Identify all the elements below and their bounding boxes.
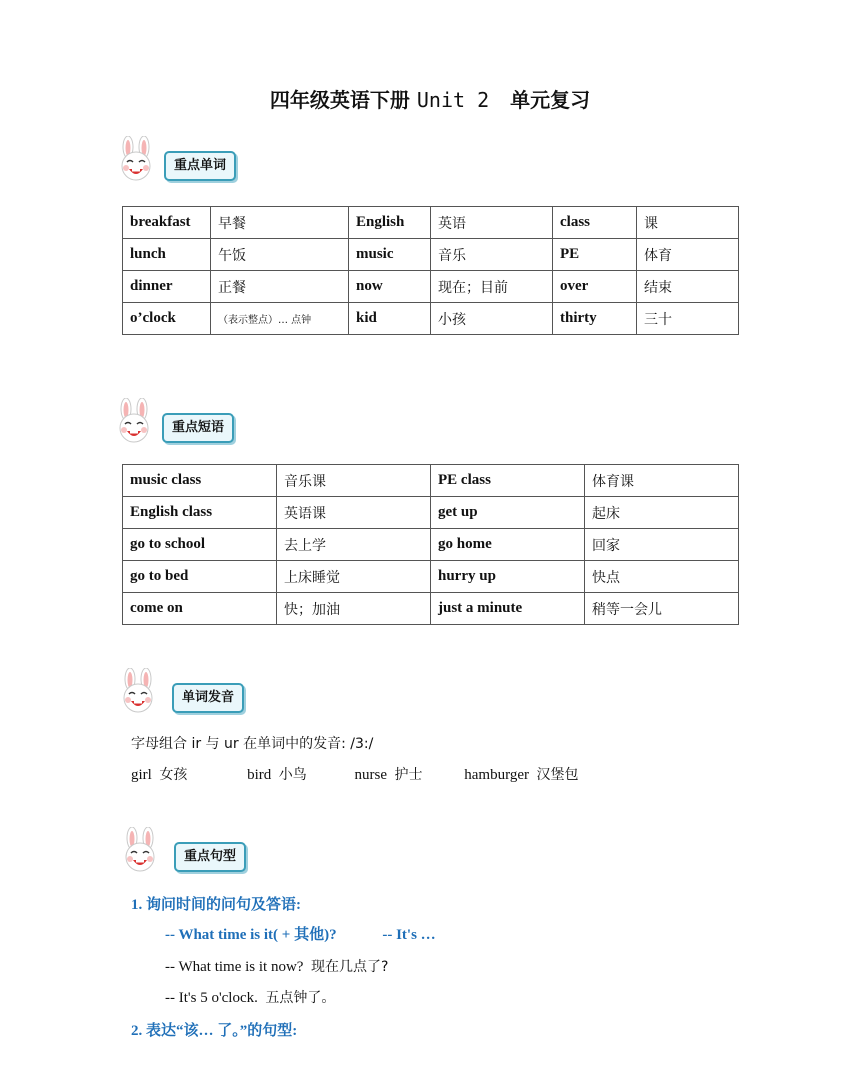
english-term-cell: breakfast <box>123 207 211 239</box>
section-header-sentences <box>118 827 318 877</box>
chinese-meaning-cell: 现在；目前 <box>431 271 553 303</box>
phrases-table-body <box>123 465 739 625</box>
chinese-meaning-cell: 快点 <box>585 561 739 593</box>
chinese-meaning-cell: 去上学 <box>277 529 431 561</box>
example-item <box>355 767 423 783</box>
english-term-cell: kid <box>349 303 431 335</box>
example-answer-cn: 五点钟了。 <box>265 990 336 1006</box>
example-word: bird <box>247 767 272 783</box>
table-row <box>123 529 739 561</box>
example-answer-en: -- It's 5 o'clock. <box>165 990 258 1006</box>
table-row <box>123 239 739 271</box>
english-term-cell: English class <box>123 497 277 529</box>
chinese-meaning-cell: 稍等一会儿 <box>585 593 739 625</box>
example-answer <box>165 987 335 1007</box>
example-question <box>165 956 388 976</box>
example-item <box>247 767 307 783</box>
example-word: nurse <box>354 767 388 783</box>
bunny-icon <box>112 398 158 444</box>
bunny-icon <box>114 136 160 182</box>
table-row <box>123 497 739 529</box>
example-word: hamburger <box>464 767 529 783</box>
english-term-cell: o’clock <box>123 303 211 335</box>
chinese-meaning-cell: 午饭 <box>211 239 349 271</box>
chinese-meaning-cell: 三十 <box>637 303 739 335</box>
table-row <box>123 561 739 593</box>
section-badge-pronunciation: 单词发音 <box>172 683 244 713</box>
english-term-cell: go home <box>431 529 585 561</box>
english-term-cell: music class <box>123 465 277 497</box>
words-table <box>122 206 739 335</box>
pattern-question: -- What time is it( + 其他)? <box>165 927 337 943</box>
chinese-meaning-cell: 结束 <box>637 271 739 303</box>
section-badge-phrases: 重点短语 <box>162 413 234 443</box>
sentence-item-2-title: 2. 表达“该… 了。”的句型: <box>131 1023 298 1039</box>
chinese-meaning-cell: 英语 <box>431 207 553 239</box>
chinese-meaning-cell: 音乐课 <box>277 465 431 497</box>
example-item <box>464 767 578 783</box>
english-term-cell: lunch <box>123 239 211 271</box>
table-row <box>123 593 739 625</box>
example-item <box>131 767 187 783</box>
section-badge-words: 重点单词 <box>164 151 236 181</box>
english-term-cell: English <box>349 207 431 239</box>
section-header-pronunciation <box>116 668 316 718</box>
example-cn: 小鸟 <box>278 767 307 783</box>
pronunciation-rule-text: 字母组合 ir 与 ur 在单词中的发音: /3:/ <box>131 736 374 752</box>
sentence-item-1-title: 1. 询问时间的问句及答语: <box>131 897 301 913</box>
bunny-icon <box>118 827 164 873</box>
english-term-cell: now <box>349 271 431 303</box>
example-cn: 护士 <box>394 767 423 783</box>
english-term-cell: music <box>349 239 431 271</box>
title-cn-prefix: 四年级英语下册 <box>269 88 410 112</box>
chinese-meaning-cell: 正餐 <box>211 271 349 303</box>
chinese-meaning-cell: 早餐 <box>211 207 349 239</box>
english-term-cell: dinner <box>123 271 211 303</box>
table-row <box>123 303 739 335</box>
chinese-meaning-cell: 课 <box>637 207 739 239</box>
section-badge-sentences: 重点句型 <box>174 842 246 872</box>
pronunciation-rule <box>131 733 373 753</box>
chinese-meaning-cell: 小孩 <box>431 303 553 335</box>
english-term-cell: hurry up <box>431 561 585 593</box>
chinese-meaning-cell: 英语课 <box>277 497 431 529</box>
english-term-cell: class <box>553 207 637 239</box>
chinese-meaning-cell: 起床 <box>585 497 739 529</box>
english-term-cell: go to school <box>123 529 277 561</box>
table-row <box>123 465 739 497</box>
english-term-cell: over <box>553 271 637 303</box>
chinese-meaning-cell: 体育 <box>637 239 739 271</box>
chinese-meaning-cell: 上床睡觉 <box>277 561 431 593</box>
title-unit: Unit 2 <box>416 88 490 112</box>
example-question-cn: 现在几点了? <box>310 959 389 975</box>
section-header-words <box>114 136 314 186</box>
section-header-phrases <box>112 398 312 448</box>
chinese-meaning-cell: 回家 <box>585 529 739 561</box>
example-cn: 汉堡包 <box>536 767 579 783</box>
sentence-pattern <box>165 923 436 944</box>
example-word: girl <box>131 767 152 783</box>
english-term-cell: thirty <box>553 303 637 335</box>
english-term-cell: PE class <box>431 465 585 497</box>
pronunciation-examples <box>131 764 578 784</box>
chinese-meaning-cell: （表示整点）… 点钟 <box>211 303 349 335</box>
phrases-table <box>122 464 739 625</box>
bunny-icon <box>116 668 162 714</box>
page-title <box>0 84 860 113</box>
example-question-en: -- What time is it now? <box>165 959 304 975</box>
example-cn: 女孩 <box>159 767 188 783</box>
english-term-cell: come on <box>123 593 277 625</box>
english-term-cell: just a minute <box>431 593 585 625</box>
english-term-cell: get up <box>431 497 585 529</box>
words-table-body <box>123 207 739 335</box>
title-cn-suffix: 单元复习 <box>510 88 591 112</box>
chinese-meaning-cell: 体育课 <box>585 465 739 497</box>
pattern-answer: -- It's … <box>382 927 436 943</box>
english-term-cell: PE <box>553 239 637 271</box>
table-row <box>123 207 739 239</box>
chinese-meaning-cell: 快；加油 <box>277 593 431 625</box>
english-term-cell: go to bed <box>123 561 277 593</box>
table-row <box>123 271 739 303</box>
chinese-meaning-cell: 音乐 <box>431 239 553 271</box>
